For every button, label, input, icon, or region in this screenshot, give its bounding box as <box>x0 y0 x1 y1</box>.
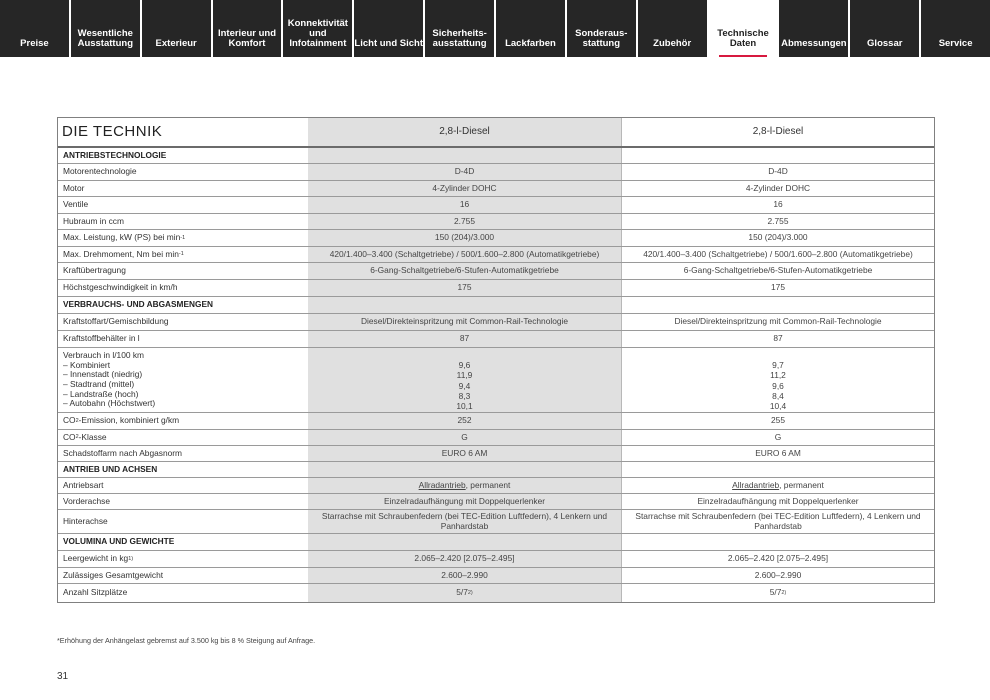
value-text: , permanent <box>779 479 824 490</box>
row-label: Kraftstoffart/Gemischbildung <box>63 316 169 327</box>
empty-cell <box>308 462 621 477</box>
nav-tab-label: Wesentliche Ausstattung <box>77 28 133 50</box>
nav-tab-preise[interactable] <box>0 0 69 57</box>
nav-tab-label: Lackfarben <box>505 38 556 50</box>
nav-tab-technische-daten[interactable] <box>709 0 778 57</box>
row-label: Anzahl Sitzplätze <box>63 587 128 598</box>
row-value-1: 2.755 <box>308 214 621 229</box>
nav-tab-label: Zubehör <box>653 38 692 50</box>
table-row <box>58 584 934 602</box>
row-value-2 <box>621 348 934 412</box>
row-label: Kraftstoffbehälter in l <box>63 333 140 344</box>
nav-tab-label: Preise <box>20 38 49 50</box>
nav-tab-label: Technische Daten <box>717 28 769 50</box>
label-subscript: 2 <box>75 417 79 424</box>
empty-cell <box>308 148 621 163</box>
nav-tab-service[interactable] <box>921 0 990 57</box>
nav-tab-label: Exterieur <box>155 38 197 50</box>
value-text: 5/7 <box>769 587 782 598</box>
row-value-1: 87 <box>308 331 621 347</box>
table-row <box>58 348 934 413</box>
row-value-2 <box>621 478 934 493</box>
consumption-values-2: 9,7 11,2 9,6 8,4 10,4 <box>769 360 787 411</box>
nav-tab-wesentliche-ausstattung[interactable] <box>71 0 140 57</box>
row-value-1: D-4D <box>308 164 621 180</box>
row-value-2: 2.065–2.420 [2.075–2.495] <box>621 551 934 567</box>
section-title: VOLUMINA UND GEWICHTE <box>63 536 175 547</box>
row-value-1: 16 <box>308 197 621 213</box>
row-value-2: D-4D <box>621 164 934 180</box>
section-title: ANTRIEB UND ACHSEN <box>63 463 158 474</box>
row-label <box>58 230 308 246</box>
empty-cell <box>621 462 934 477</box>
value-text: 5/7 <box>456 587 468 598</box>
row-value-1 <box>308 348 621 412</box>
empty-cell <box>308 297 621 313</box>
table-title: DIE TECHNIK <box>62 123 163 141</box>
table-row <box>58 478 934 494</box>
row-value-2: 2.755 <box>621 214 934 229</box>
row-value-1: 420/1.400–3.400 (Schaltgetriebe) / 500/1.600–2.800 (Automatikgetriebe) <box>308 247 621 262</box>
row-value-1: Einzelradaufhängung mit Doppelquerlenker <box>308 494 621 509</box>
row-label <box>58 430 308 445</box>
row-label: Vorderachse <box>63 495 111 506</box>
row-value-2: 150 (204)/3.000 <box>621 230 934 246</box>
row-value-2: 255 <box>621 413 934 429</box>
column-header-2: 2,8-l-Diesel <box>621 118 934 146</box>
nav-tab-interieur-und-komfort[interactable] <box>213 0 282 57</box>
page-number: 31 <box>57 671 69 682</box>
row-value-1: 175 <box>308 280 621 296</box>
label-superscript: 1) <box>128 555 134 562</box>
table-row <box>58 446 934 462</box>
table-row <box>58 413 934 430</box>
row-label <box>58 247 308 262</box>
empty-cell <box>621 534 934 550</box>
row-label <box>58 413 308 429</box>
section-title: VERBRAUCHS- UND ABGASMENGEN <box>63 299 213 310</box>
row-value-2: 87 <box>621 331 934 347</box>
row-value-2: 420/1.400–3.400 (Schaltgetriebe) / 500/1.600–2.800 (Automatikgetriebe) <box>621 247 934 262</box>
table-row <box>58 314 934 331</box>
label-subscript: 2 <box>75 434 79 441</box>
table-row <box>58 197 934 214</box>
row-value-1: Starrachse mit Schraubenfedern (bei TEC-Edition Luftfedern), 4 Lenkern und Panhardstab <box>308 510 621 533</box>
nav-tab-lackfarben[interactable] <box>496 0 565 57</box>
row-value-2 <box>621 584 934 602</box>
empty-cell <box>621 148 934 163</box>
row-label: Ventile <box>63 199 89 210</box>
row-value-1: 6-Gang-Schaltgetriebe/6-Stufen-Automatikgetriebe <box>308 263 621 279</box>
section-row <box>58 462 934 478</box>
nav-tab-label: Sonderaus- stattung <box>575 28 628 50</box>
label-text: CO <box>63 431 76 442</box>
nav-tab-licht-und-sicht[interactable] <box>354 0 423 57</box>
nav-tab-label: Service <box>938 38 973 50</box>
row-label: Hubraum in ccm <box>63 215 124 226</box>
consumption-label: Verbrauch in l/100 km – Kombiniert – Innenstadt (niedrig) – Stadtrand (mittel) – Landstraße (hoch) – Autobahn (Höchstwert) <box>63 350 156 409</box>
row-value-2: Einzelradaufhängung mit Doppelquerlenker <box>621 494 934 509</box>
table-row <box>58 551 934 568</box>
table-row <box>58 494 934 510</box>
row-label <box>58 551 308 567</box>
table-row <box>58 164 934 181</box>
section-row <box>58 534 934 551</box>
glossary-link[interactable]: Allradantrieb <box>418 479 466 490</box>
nav-tab-abmessungen[interactable] <box>779 0 848 57</box>
row-value-1: 252 <box>308 413 621 429</box>
label-text: Leergewicht in kg <box>63 553 129 564</box>
table-row <box>58 568 934 584</box>
row-value-2: 4-Zylinder DOHC <box>621 181 934 196</box>
nav-tab-sicherheits-ausstattung[interactable] <box>425 0 494 57</box>
row-label: Höchstgeschwindigkeit in km/h <box>63 282 178 293</box>
row-label: Kraftübertragung <box>63 265 126 276</box>
column-header-1: 2,8-l-Diesel <box>308 118 621 146</box>
empty-cell <box>308 534 621 550</box>
nav-tab-exterieur[interactable] <box>142 0 211 57</box>
technical-data-table <box>57 117 935 603</box>
nav-tab-zubehör[interactable] <box>638 0 707 57</box>
label-superscript: -1 <box>178 251 184 258</box>
row-value-2: Diesel/Direkteinspritzung mit Common-Rail-Technologie <box>621 314 934 330</box>
row-value-2: 6-Gang-Schaltgetriebe/6-Stufen-Automatikgetriebe <box>621 263 934 279</box>
row-value-1 <box>308 584 621 602</box>
row-value-1: Diesel/Direkteinspritzung mit Common-Rail-Technologie <box>308 314 621 330</box>
consumption-values-1: 9,6 11,9 9,4 8,3 10,1 <box>456 360 473 411</box>
row-value-2: EURO 6 AM <box>621 446 934 461</box>
table-row <box>58 280 934 297</box>
nav-tab-label: Licht und Sicht <box>354 38 424 50</box>
row-label: Antriebsart <box>63 479 104 490</box>
table-header-row <box>58 118 934 148</box>
row-label: Schadstoffarm nach Abgasnorm <box>63 447 183 458</box>
section-row <box>58 148 934 164</box>
row-value-2: 2.600–2.990 <box>621 568 934 583</box>
value-superscript: 2) <box>781 589 787 596</box>
footnote: *Erhöhung der Anhängelast gebremst auf 3.500 kg bis 8 % Steigung auf Anfrage. <box>57 636 316 645</box>
nav-tab-glossar[interactable] <box>850 0 919 57</box>
table-row <box>58 263 934 280</box>
nav-tab-label: Sicherheits- ausstattung <box>432 28 487 50</box>
row-value-1: 4-Zylinder DOHC <box>308 181 621 196</box>
top-navigation <box>0 0 990 57</box>
glossary-link[interactable]: Allradantrieb <box>732 479 780 490</box>
row-value-1: G <box>308 430 621 445</box>
row-value-1: 150 (204)/3.000 <box>308 230 621 246</box>
table-row <box>58 247 934 263</box>
row-label: Zulässiges Gesamtgewicht <box>63 569 164 580</box>
table-row <box>58 430 934 446</box>
table-row <box>58 230 934 247</box>
row-value-1: EURO 6 AM <box>308 446 621 461</box>
label-text: Max. Drehmoment, Nm bei min <box>63 248 179 259</box>
nav-tab-label: Glossar <box>867 38 903 50</box>
label-superscript: -1 <box>180 234 186 241</box>
nav-tab-label: Abmessungen <box>781 38 847 50</box>
row-value-1 <box>308 478 621 493</box>
table-row <box>58 181 934 197</box>
row-value-2: 175 <box>621 280 934 296</box>
row-value-2: G <box>621 430 934 445</box>
value-text: , permanent <box>465 479 511 490</box>
nav-tab-sonderaus-stattung[interactable] <box>567 0 636 57</box>
row-label: Motor <box>63 182 85 193</box>
section-row <box>58 297 934 314</box>
row-label: Motorentechnologie <box>63 166 137 177</box>
empty-cell <box>621 297 934 313</box>
row-value-1: 2.600–2.990 <box>308 568 621 583</box>
nav-tab-label: Interieur und Komfort <box>217 28 277 50</box>
label-text: Max. Leistung, kW (PS) bei min <box>63 232 181 243</box>
row-value-2: 16 <box>621 197 934 213</box>
nav-tab-label: Konnektivität und Infotainment <box>287 18 348 50</box>
table-row <box>58 214 934 230</box>
nav-tab-konnektivität-und-infotainment[interactable] <box>283 0 352 57</box>
row-label <box>58 348 308 412</box>
section-title: ANTRIEBSTECHNOLOGIE <box>63 149 167 160</box>
label-text: CO <box>63 415 76 426</box>
value-superscript: 2) <box>467 589 473 596</box>
table-row <box>58 331 934 348</box>
label-text: -Emission, kombiniert g/km <box>78 415 180 426</box>
row-value-2: Starrachse mit Schraubenfedern (bei TEC-Edition Luftfedern), 4 Lenkern und Panhardstab <box>621 510 934 533</box>
label-text: -Klasse <box>78 431 107 442</box>
row-value-1: 2.065–2.420 [2.075–2.495] <box>308 551 621 567</box>
row-label: Hinterachse <box>63 515 108 526</box>
table-row <box>58 510 934 534</box>
